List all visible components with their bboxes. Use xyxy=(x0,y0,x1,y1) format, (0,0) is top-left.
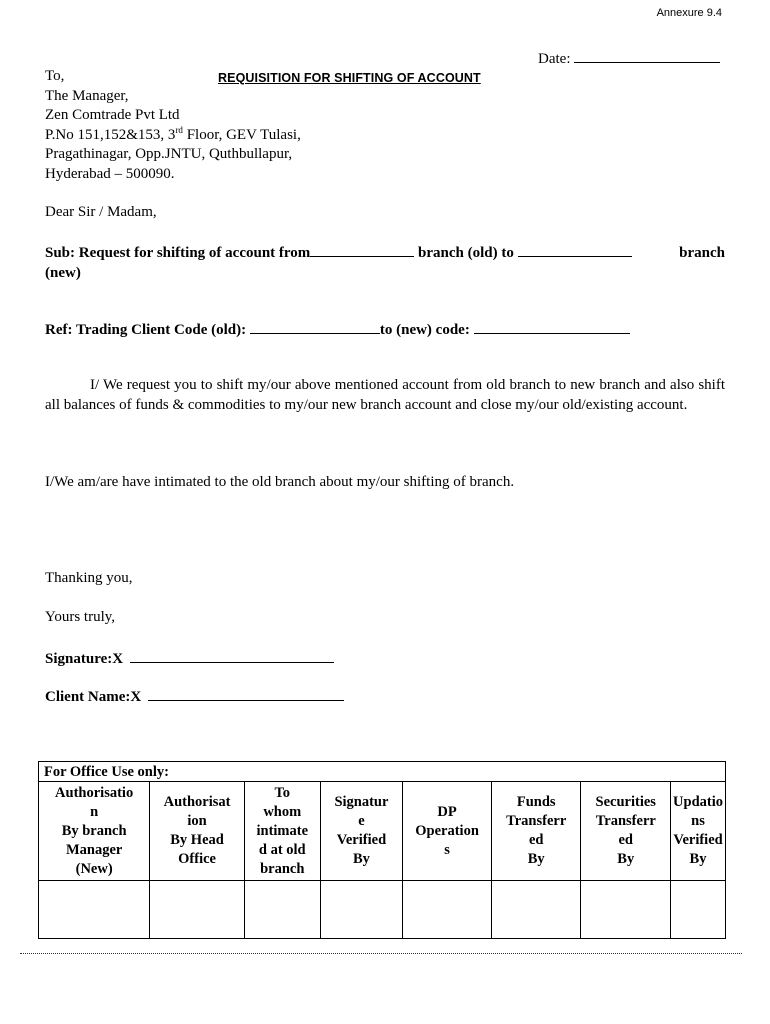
client-name-blank[interactable] xyxy=(148,686,344,701)
office-header-row xyxy=(39,782,726,881)
address-to: To, xyxy=(45,68,65,84)
subject-continuation: (new) xyxy=(45,264,81,281)
closing-text: Thanking you, xyxy=(45,570,133,586)
client-name-field xyxy=(45,686,344,708)
entry-cell[interactable] xyxy=(403,881,492,939)
address-line-2: Zen Comtrade Pvt Ltd xyxy=(45,107,180,123)
office-entry-row xyxy=(39,881,726,939)
subject-line: Sub: Request for shifting of account from branch (old) to branch (new) xyxy=(45,242,725,283)
cut-line-divider xyxy=(20,953,742,954)
signature-label: Signature:X xyxy=(45,651,124,667)
old-branch-blank[interactable] xyxy=(310,242,414,257)
date-blank[interactable] xyxy=(574,48,720,63)
entry-cell[interactable] xyxy=(581,881,671,939)
date-field xyxy=(538,48,720,70)
header-signature-verified: Signatur e Verified By xyxy=(320,782,403,881)
address-block xyxy=(45,67,301,184)
request-paragraph: I/ We request you to shift my/our above mentioned account from old branch to new branch and also shift all balances of funds & commodities to my/our new branch account and close my/our old/existing account. xyxy=(45,377,725,413)
header-authorisation-branch-manager: Authorisatio n By branch Manager (New) xyxy=(39,782,150,881)
address-line-1: The Manager, xyxy=(45,87,129,104)
entry-cell[interactable] xyxy=(150,881,245,939)
entry-cell[interactable] xyxy=(244,881,320,939)
old-client-code-blank[interactable] xyxy=(250,319,380,334)
address-line-5: Hyderabad – 500090. xyxy=(45,165,175,182)
header-funds-transferred: Funds Transferr ed By xyxy=(491,782,581,881)
office-use-table xyxy=(38,761,726,939)
client-name-label: Client Name:X xyxy=(45,689,142,705)
address-line-3: P.No 151,152&153, 3rd Floor, GEV Tulasi, xyxy=(45,124,301,143)
entry-cell[interactable] xyxy=(39,881,150,939)
address-line-4: Pragathinagar, Opp.JNTU, Quthbullapur, xyxy=(45,146,293,162)
entry-cell[interactable] xyxy=(491,881,581,939)
entry-cell[interactable] xyxy=(320,881,403,939)
new-client-code-blank[interactable] xyxy=(474,319,630,334)
header-authorisation-head-office: Authorisat ion By Head Office xyxy=(150,782,245,881)
office-use-caption: For Office Use only: xyxy=(39,762,726,782)
salutation: Dear Sir / Madam, xyxy=(45,204,157,220)
signature-field xyxy=(45,648,334,670)
signature-blank[interactable] xyxy=(130,648,334,663)
header-intimated-old-branch: To whom intimate d at old branch xyxy=(244,782,320,881)
header-updations-verified: Updatio ns Verified By xyxy=(671,782,726,881)
entry-cell[interactable] xyxy=(671,881,726,939)
header-securities-transferred: Securities Transferr ed By xyxy=(581,782,671,881)
form-title: REQUISITION FOR SHIFTING OF ACCOUNT xyxy=(218,71,481,85)
yours-truly: Yours truly, xyxy=(45,609,116,625)
date-label: Date: xyxy=(538,51,571,67)
annexure-label: Annexure 9.4 xyxy=(656,7,722,19)
intimation-paragraph: I/We am/are have intimated to the old branch about my/our shifting of branch. xyxy=(45,474,515,490)
header-dp-operations: DP Operation s xyxy=(403,782,492,881)
new-branch-blank[interactable] xyxy=(518,242,632,257)
reference-line: Ref: Trading Client Code (old): to (new) code: xyxy=(45,319,630,341)
